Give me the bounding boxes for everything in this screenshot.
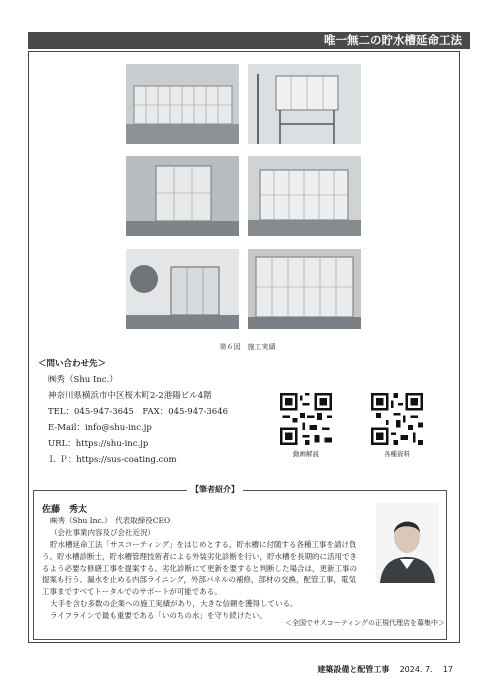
photo-tank-3 [126,156,239,236]
photo-tank-1 [126,64,239,144]
author-name: 佐藤 秀太 [42,505,88,515]
qr-code-video[interactable] [280,393,332,445]
business-section-label: （会社事業内容及び会社近況） [50,528,155,537]
qr-label-video: 動画解説 [293,450,319,458]
qr-label-documents: 各種資料 [384,450,410,458]
contact-lp[interactable]: Ｌ Ｐ：https://sus-coating.com [48,455,177,465]
business-description [42,539,362,622]
footer-journal: 建築設備と配管工事 [317,665,390,674]
contact-address: 神奈川県横浜市中区桜木町2-2港陽ビル4階 [48,391,212,401]
contact-block [38,356,228,468]
page-footer [317,664,453,675]
agency-recruit-notice: ＜全国でサスコーティングの正規代理店を募集中＞ [284,619,445,627]
footer-page-number: 17 [442,665,453,674]
contact-company: ㈱秀（Shu Inc.） [48,375,118,385]
contact-tel-fax: TEL：045-947-3645 FAX：045-947-3646 [48,407,229,417]
figure-caption: 第６図 施工実績 [219,343,276,351]
contact-heading: ＜問い合わせ先＞ [38,359,107,369]
contact-url[interactable]: URL：https://shu-inc.jp [48,439,149,449]
footer-issue: 2024. 7. [399,665,433,674]
photo-tank-5 [126,249,239,329]
contact-email[interactable]: E-Mail：info@shu-inc.jp [48,423,152,433]
business-paragraph-2: 大手を含む多数の企業への施工実績があり，大きな信頼を獲得している。 [50,598,298,608]
page-title: 唯一無二の貯水槽延命工法 [28,32,470,49]
photo-tank-6 [248,249,361,329]
photo-tank-4 [248,156,361,236]
author-photo [376,503,439,583]
business-paragraph-3: ライフラインで最も重要である「いのちの水」を守り続けたい。 [50,610,267,620]
business-paragraph-1: 貯水槽延命工法「サスコーティング」をはじめとする，貯水槽に付随する各種工事を請け負う。貯水槽診断士，貯水槽管理技術者による外装劣化診断を行い，貯水槽を長期的に活用できるよう必要な修繕工事を提案する。劣化診断にて更新を要すると判断した場合は，更新工事の提案も行う。漏水を止める内部ライニング，外部パネルの補修，部材の交換，配管工事，電気工事まですべてトータルでのサポートが可能である。 [42,540,357,597]
profile-title: 【筆者紹介】 [187,484,243,495]
photo-tank-2 [248,64,361,144]
qr-code-documents[interactable] [371,393,423,445]
author-role: ㈱秀（Shu Inc.） 代表取締役CEO [50,516,171,525]
